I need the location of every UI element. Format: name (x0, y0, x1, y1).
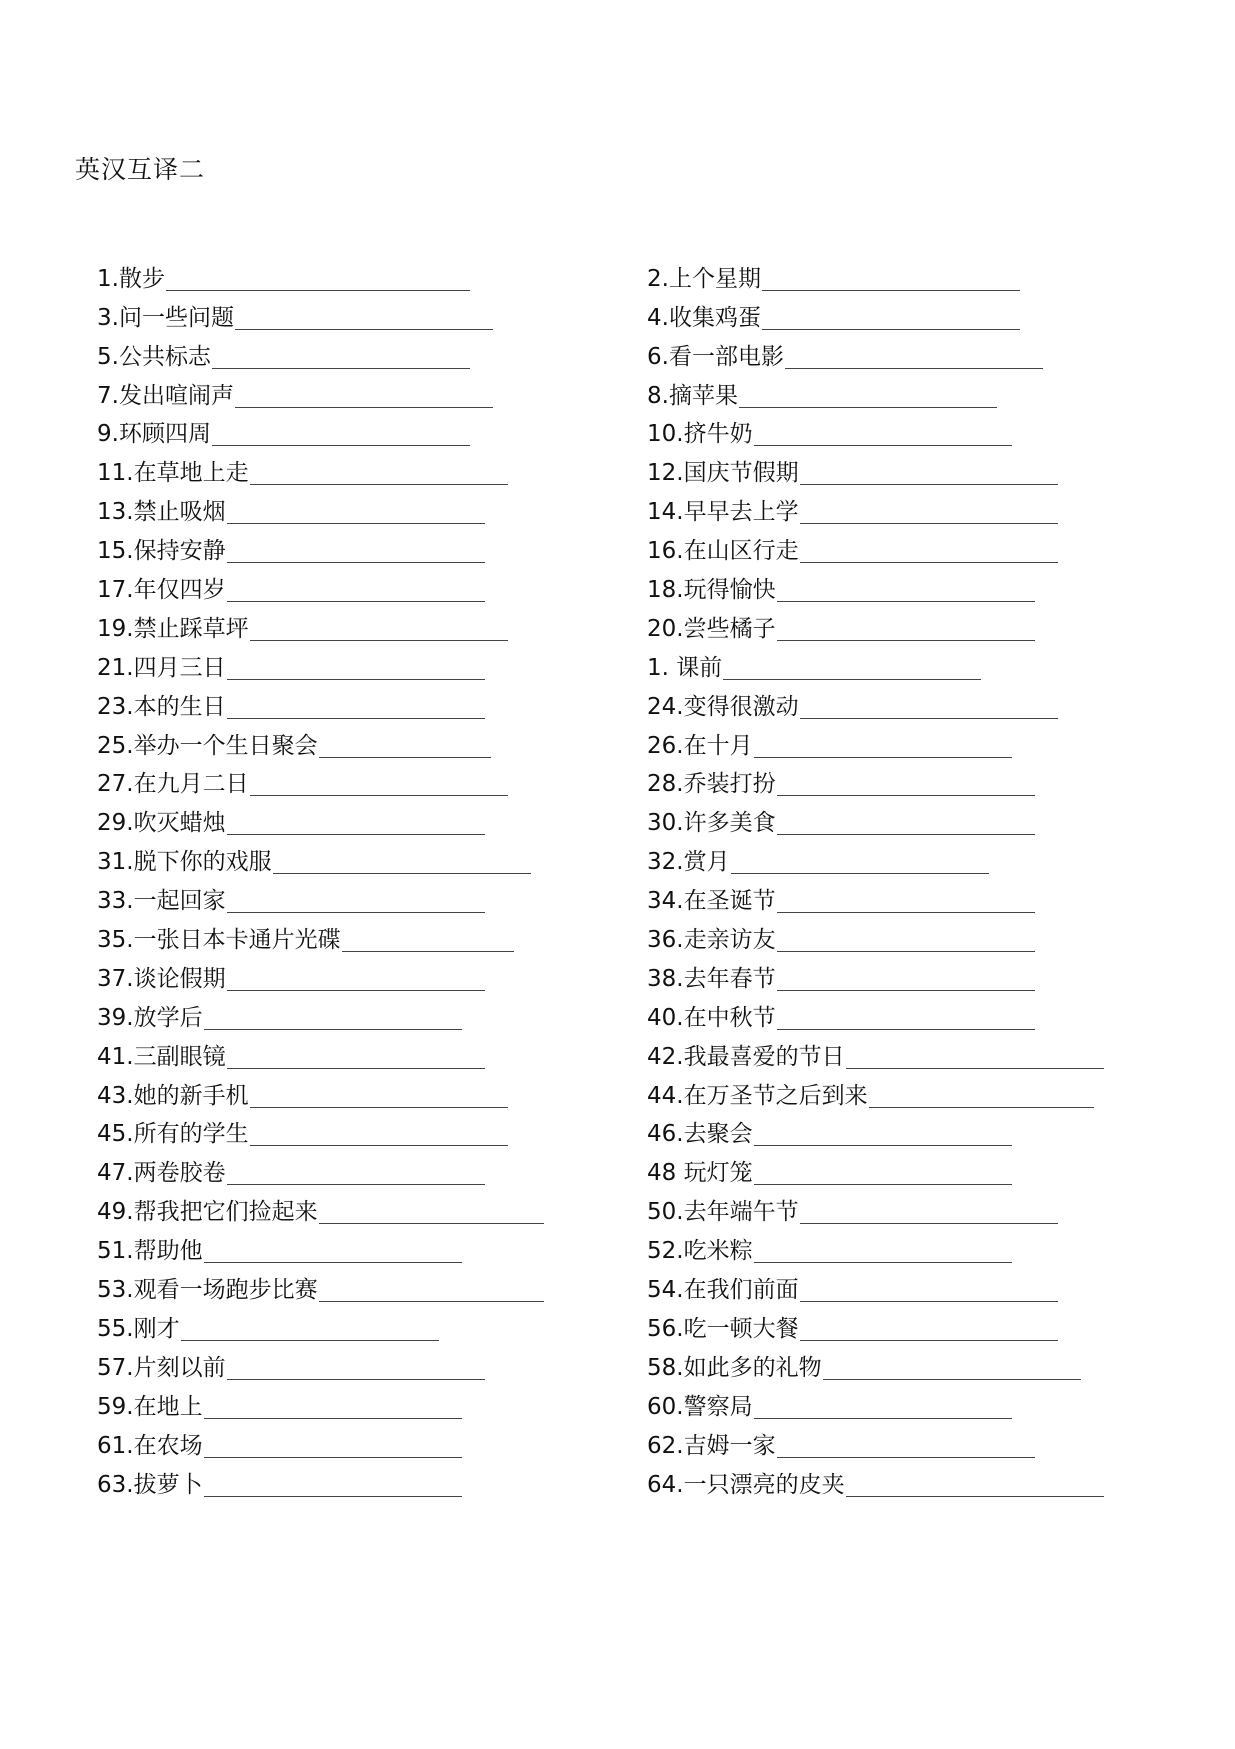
item-label: 3.问一些问题 (97, 304, 234, 331)
exercise-item[interactable] (647, 569, 1167, 608)
answer-blank[interactable] (166, 262, 470, 291)
exercise-item[interactable] (647, 1425, 1167, 1464)
answer-blank[interactable] (250, 1079, 508, 1108)
answer-blank[interactable] (212, 340, 470, 369)
item-label: 17.年仅四岁 (97, 577, 226, 604)
exercise-item[interactable] (647, 1230, 1167, 1269)
answer-blank[interactable] (319, 1195, 544, 1224)
answer-blank[interactable] (800, 1273, 1058, 1302)
exercise-item[interactable] (647, 297, 1167, 336)
exercise-item[interactable] (97, 297, 617, 336)
exercise-item[interactable] (97, 375, 617, 414)
answer-blank[interactable] (754, 1234, 1012, 1263)
item-label: 58.如此多的礼物 (647, 1354, 822, 1381)
exercise-item[interactable] (647, 530, 1167, 569)
answer-blank[interactable] (762, 262, 1020, 291)
exercise-item[interactable] (97, 880, 617, 919)
item-label: 38.去年春节 (647, 965, 776, 992)
exercise-item[interactable] (647, 1269, 1167, 1308)
exercise-item[interactable] (97, 1464, 617, 1503)
item-label: 32.赏月 (647, 849, 730, 876)
answer-blank[interactable] (846, 1468, 1104, 1497)
item-label: 41.三副眼镜 (97, 1043, 226, 1070)
item-label: 37.谈论假期 (97, 965, 226, 992)
exercise-item[interactable] (97, 1347, 617, 1386)
answer-blank[interactable] (800, 690, 1058, 719)
exercise-item[interactable] (97, 686, 617, 725)
exercise-item[interactable] (97, 958, 617, 997)
left-column (97, 258, 617, 1503)
exercise-item[interactable] (97, 997, 617, 1036)
exercise-item[interactable] (647, 1114, 1167, 1153)
item-label: 30.许多美食 (647, 810, 776, 837)
item-label: 21.四月三日 (97, 654, 226, 681)
item-label: 29.吹灭蜡烛 (97, 810, 226, 837)
answer-blank[interactable] (227, 806, 485, 835)
item-label: 43.她的新手机 (97, 1082, 249, 1109)
exercise-item[interactable] (647, 336, 1167, 375)
exercise-item[interactable] (647, 802, 1167, 841)
item-label: 55.刚才 (97, 1315, 180, 1342)
exercise-item[interactable] (97, 608, 617, 647)
item-label: 8.摘苹果 (647, 382, 738, 409)
answer-blank[interactable] (762, 301, 1020, 330)
answer-blank[interactable] (227, 573, 485, 602)
exercise-item[interactable] (97, 764, 617, 803)
answer-blank[interactable] (227, 1351, 485, 1380)
exercise-item[interactable] (97, 802, 617, 841)
item-label: 48 玩灯笼 (647, 1160, 753, 1187)
item-label: 35.一张日本卡通片光碟 (97, 927, 341, 954)
item-label: 60.警察局 (647, 1393, 753, 1420)
exercise-item[interactable] (97, 1152, 617, 1191)
exercise-item[interactable] (97, 647, 617, 686)
answer-blank[interactable] (227, 495, 485, 524)
exercise-item[interactable] (97, 491, 617, 530)
answer-blank[interactable] (319, 1273, 544, 1302)
item-label: 11.在草地上走 (97, 460, 249, 487)
item-label: 53.观看一场跑步比赛 (97, 1277, 318, 1304)
item-label: 28.乔装打扮 (647, 771, 776, 798)
exercise-item[interactable] (647, 414, 1167, 453)
item-label: 56.吃一顿大餐 (647, 1315, 799, 1342)
answer-blank[interactable] (777, 806, 1035, 835)
answer-blank[interactable] (204, 1429, 462, 1458)
item-label: 26.在十月 (647, 732, 753, 759)
answer-blank[interactable] (800, 534, 1058, 563)
item-label: 1. 课前 (647, 654, 723, 681)
item-label: 52.吃米粽 (647, 1238, 753, 1265)
answer-blank[interactable] (181, 1312, 439, 1341)
answer-blank[interactable] (777, 962, 1035, 991)
item-label: 19.禁止踩草坪 (97, 615, 249, 642)
exercise-item[interactable] (647, 1075, 1167, 1114)
exercise-item[interactable] (647, 880, 1167, 919)
answer-blank[interactable] (212, 417, 470, 446)
answer-blank[interactable] (846, 1040, 1104, 1069)
item-label: 12.国庆节假期 (647, 460, 799, 487)
exercise-item[interactable] (647, 1191, 1167, 1230)
answer-blank[interactable] (204, 1390, 462, 1419)
item-label: 10.挤牛奶 (647, 421, 753, 448)
answer-blank[interactable] (227, 534, 485, 563)
exercise-item[interactable] (97, 919, 617, 958)
answer-blank[interactable] (754, 417, 1012, 446)
item-label: 45.所有的学生 (97, 1121, 249, 1148)
item-label: 62.吉姆一家 (647, 1432, 776, 1459)
answer-blank[interactable] (731, 845, 989, 874)
item-label: 5.公共标志 (97, 343, 211, 370)
answer-blank[interactable] (800, 1195, 1058, 1224)
item-label: 27.在九月二日 (97, 771, 249, 798)
exercise-item[interactable] (647, 1152, 1167, 1191)
item-label: 14.早早去上学 (647, 499, 799, 526)
item-label: 46.去聚会 (647, 1121, 753, 1148)
answer-blank[interactable] (823, 1351, 1081, 1380)
answer-blank[interactable] (777, 923, 1035, 952)
item-label: 59.在地上 (97, 1393, 203, 1420)
answer-blank[interactable] (754, 729, 1012, 758)
item-label: 64.一只漂亮的皮夹 (647, 1471, 845, 1498)
item-label: 16.在山区行走 (647, 538, 799, 565)
exercise-item[interactable] (647, 452, 1167, 491)
item-label: 1.散步 (97, 265, 165, 292)
exercise-item[interactable] (97, 336, 617, 375)
exercise-item[interactable] (97, 1191, 617, 1230)
answer-blank[interactable] (235, 379, 493, 408)
exercise-item[interactable] (97, 1114, 617, 1153)
item-label: 47.两卷胶卷 (97, 1160, 226, 1187)
exercise-item[interactable] (97, 725, 617, 764)
right-column (647, 258, 1167, 1503)
answer-blank[interactable] (273, 845, 531, 874)
answer-blank[interactable] (227, 1040, 485, 1069)
answer-blank[interactable] (250, 456, 508, 485)
exercise-item[interactable] (97, 1386, 617, 1425)
answer-blank[interactable] (777, 767, 1035, 796)
answer-blank[interactable] (227, 884, 485, 913)
answer-blank[interactable] (227, 1156, 485, 1185)
exercise-item[interactable] (647, 1347, 1167, 1386)
exercise-item[interactable] (647, 1308, 1167, 1347)
answer-blank[interactable] (235, 301, 493, 330)
item-label: 61.在农场 (97, 1432, 203, 1459)
answer-blank[interactable] (319, 729, 491, 758)
exercise-item[interactable] (97, 1308, 617, 1347)
exercise-item[interactable] (97, 1230, 617, 1269)
item-label: 18.玩得愉快 (647, 577, 776, 604)
item-label: 15.保持安静 (97, 538, 226, 565)
answer-blank[interactable] (754, 1117, 1012, 1146)
exercise-item[interactable] (647, 1386, 1167, 1425)
exercise-item[interactable] (647, 997, 1167, 1036)
answer-blank[interactable] (723, 651, 981, 680)
item-label: 23.本的生日 (97, 693, 226, 720)
item-label: 57.片刻以前 (97, 1354, 226, 1381)
item-label: 4.收集鸡蛋 (647, 304, 761, 331)
exercise-item[interactable] (97, 1269, 617, 1308)
item-label: 40.在中秋节 (647, 1004, 776, 1031)
item-label: 7.发出喧闹声 (97, 382, 234, 409)
answer-blank[interactable] (342, 923, 514, 952)
exercise-item[interactable] (647, 1036, 1167, 1075)
page-title: 英汉互译二 (75, 155, 206, 184)
answer-blank[interactable] (777, 1001, 1035, 1030)
exercise-item[interactable] (647, 958, 1167, 997)
exercise-item[interactable] (647, 919, 1167, 958)
item-label: 2.上个星期 (647, 265, 761, 292)
exercise-item[interactable] (97, 258, 617, 297)
answer-blank[interactable] (250, 767, 508, 796)
answer-blank[interactable] (777, 573, 1035, 602)
answer-blank[interactable] (777, 612, 1035, 641)
exercise-item[interactable] (97, 530, 617, 569)
exercise-item[interactable] (647, 841, 1167, 880)
answer-blank[interactable] (250, 612, 508, 641)
item-label: 44.在万圣节之后到来 (647, 1082, 868, 1109)
answer-blank[interactable] (754, 1156, 1012, 1185)
item-label: 6.看一部电影 (647, 343, 784, 370)
exercise-item[interactable] (97, 452, 617, 491)
exercise-item[interactable] (647, 686, 1167, 725)
exercise-item[interactable] (647, 725, 1167, 764)
exercise-item[interactable] (647, 764, 1167, 803)
item-label: 42.我最喜爱的节日 (647, 1043, 845, 1070)
answer-blank[interactable] (777, 1429, 1035, 1458)
item-label: 51.帮助他 (97, 1238, 203, 1265)
item-label: 50.去年端午节 (647, 1199, 799, 1226)
exercise-item[interactable] (97, 1425, 617, 1464)
item-label: 20.尝些橘子 (647, 615, 776, 642)
item-label: 39.放学后 (97, 1004, 203, 1031)
answer-blank[interactable] (869, 1079, 1094, 1108)
answer-blank[interactable] (785, 340, 1043, 369)
answer-blank[interactable] (777, 884, 1035, 913)
answer-blank[interactable] (800, 495, 1058, 524)
item-label: 31.脱下你的戏服 (97, 849, 272, 876)
answer-blank[interactable] (250, 1117, 508, 1146)
exercise-item[interactable] (647, 608, 1167, 647)
item-label: 9.环顾四周 (97, 421, 211, 448)
item-label: 13.禁止吸烟 (97, 499, 226, 526)
exercise-item[interactable] (97, 569, 617, 608)
exercise-item[interactable] (97, 414, 617, 453)
answer-blank[interactable] (754, 1390, 1012, 1419)
item-label: 36.走亲访友 (647, 927, 776, 954)
answer-blank[interactable] (204, 1468, 462, 1497)
item-label: 33.一起回家 (97, 888, 226, 915)
item-label: 24.变得很激动 (647, 693, 799, 720)
answer-blank[interactable] (204, 1001, 462, 1030)
answer-blank[interactable] (739, 379, 997, 408)
exercise-item[interactable] (647, 491, 1167, 530)
item-label: 49.帮我把它们捡起来 (97, 1199, 318, 1226)
item-label: 34.在圣诞节 (647, 888, 776, 915)
exercise-item[interactable] (647, 258, 1167, 297)
answer-blank[interactable] (227, 690, 485, 719)
exercise-item[interactable] (97, 841, 617, 880)
item-label: 25.举办一个生日聚会 (97, 732, 318, 759)
item-label: 63.拔萝卜 (97, 1471, 203, 1498)
answer-blank[interactable] (227, 962, 485, 991)
exercise-item[interactable] (647, 375, 1167, 414)
exercise-item[interactable] (97, 1036, 617, 1075)
exercise-item[interactable] (647, 647, 1167, 686)
exercise-item[interactable] (97, 1075, 617, 1114)
item-label: 54.在我们前面 (647, 1277, 799, 1304)
answer-blank[interactable] (800, 1312, 1058, 1341)
answer-blank[interactable] (204, 1234, 462, 1263)
answer-blank[interactable] (227, 651, 485, 680)
exercise-item[interactable] (647, 1464, 1167, 1503)
answer-blank[interactable] (800, 456, 1058, 485)
